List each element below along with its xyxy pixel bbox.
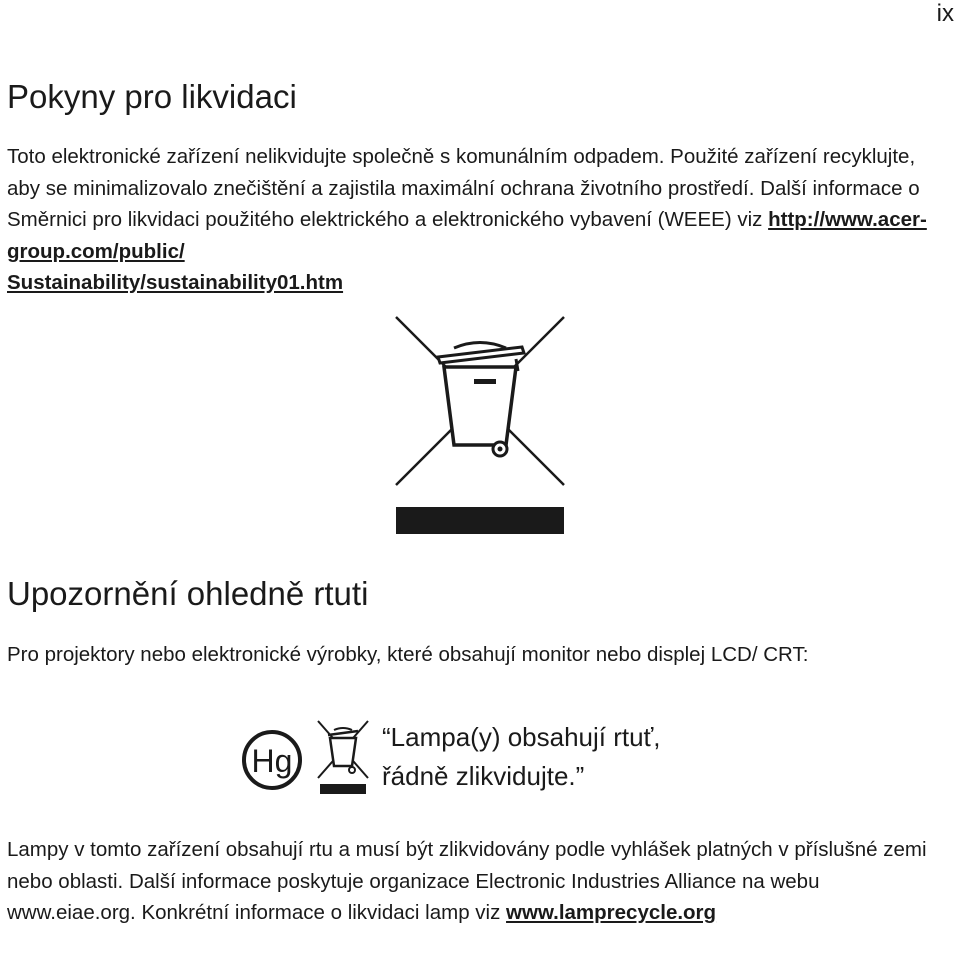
disposal-text-body: Toto elektronické zařízení nelikvidujte společně s komunálním odpadem. Použité zařízení recyklujte, aby se minimalizovalo znečištění a zajistila maximální ochrana životního prostředí. Další informace o Směrnici pro likvidaci použitého elektrického a elektronického vybavení (WEEE) viz	[7, 145, 920, 231]
lamp-warning-line1: “Lampa(y) obsahují rtuť,	[382, 722, 661, 752]
mercury-body	[7, 834, 952, 929]
weee-link[interactable]: http://www.acer-group.com/public/ Sustainability/sustainability01.htm	[7, 208, 927, 294]
page-number: ix	[936, 0, 954, 27]
disposal-text	[7, 141, 952, 299]
small-weee-bin-icon	[318, 721, 368, 778]
mercury-heading: Upozornění ohledně rtuti	[7, 575, 369, 612]
mercury-body-text: Lampy v tomto zařízení obsahují rtu a musí být zlikvidovány podle vyhlášek platných v příslušné zemi nebo oblasti. Další informace poskytuje organizace Electronic Industries Alliance na webu www.eiae.org. Konkrétní informace o likvidaci lamp viz	[7, 838, 927, 924]
lamprecycle-link[interactable]: www.lamprecycle.org	[506, 901, 717, 924]
disposal-heading: Pokyny pro likvidaci	[7, 78, 297, 115]
weee-bin-icon	[394, 315, 566, 535]
hg-icon-group	[240, 718, 370, 803]
hg-symbol-text: Hg	[251, 743, 293, 779]
mercury-intro: Pro projektory nebo elektronické výrobky, které obsahují monitor nebo displej LCD/ CRT:	[7, 643, 809, 666]
lamp-warning	[382, 718, 661, 796]
lamp-warning-line2: řádně zlikvidujte.”	[382, 761, 585, 791]
small-weee-bar	[320, 784, 366, 794]
